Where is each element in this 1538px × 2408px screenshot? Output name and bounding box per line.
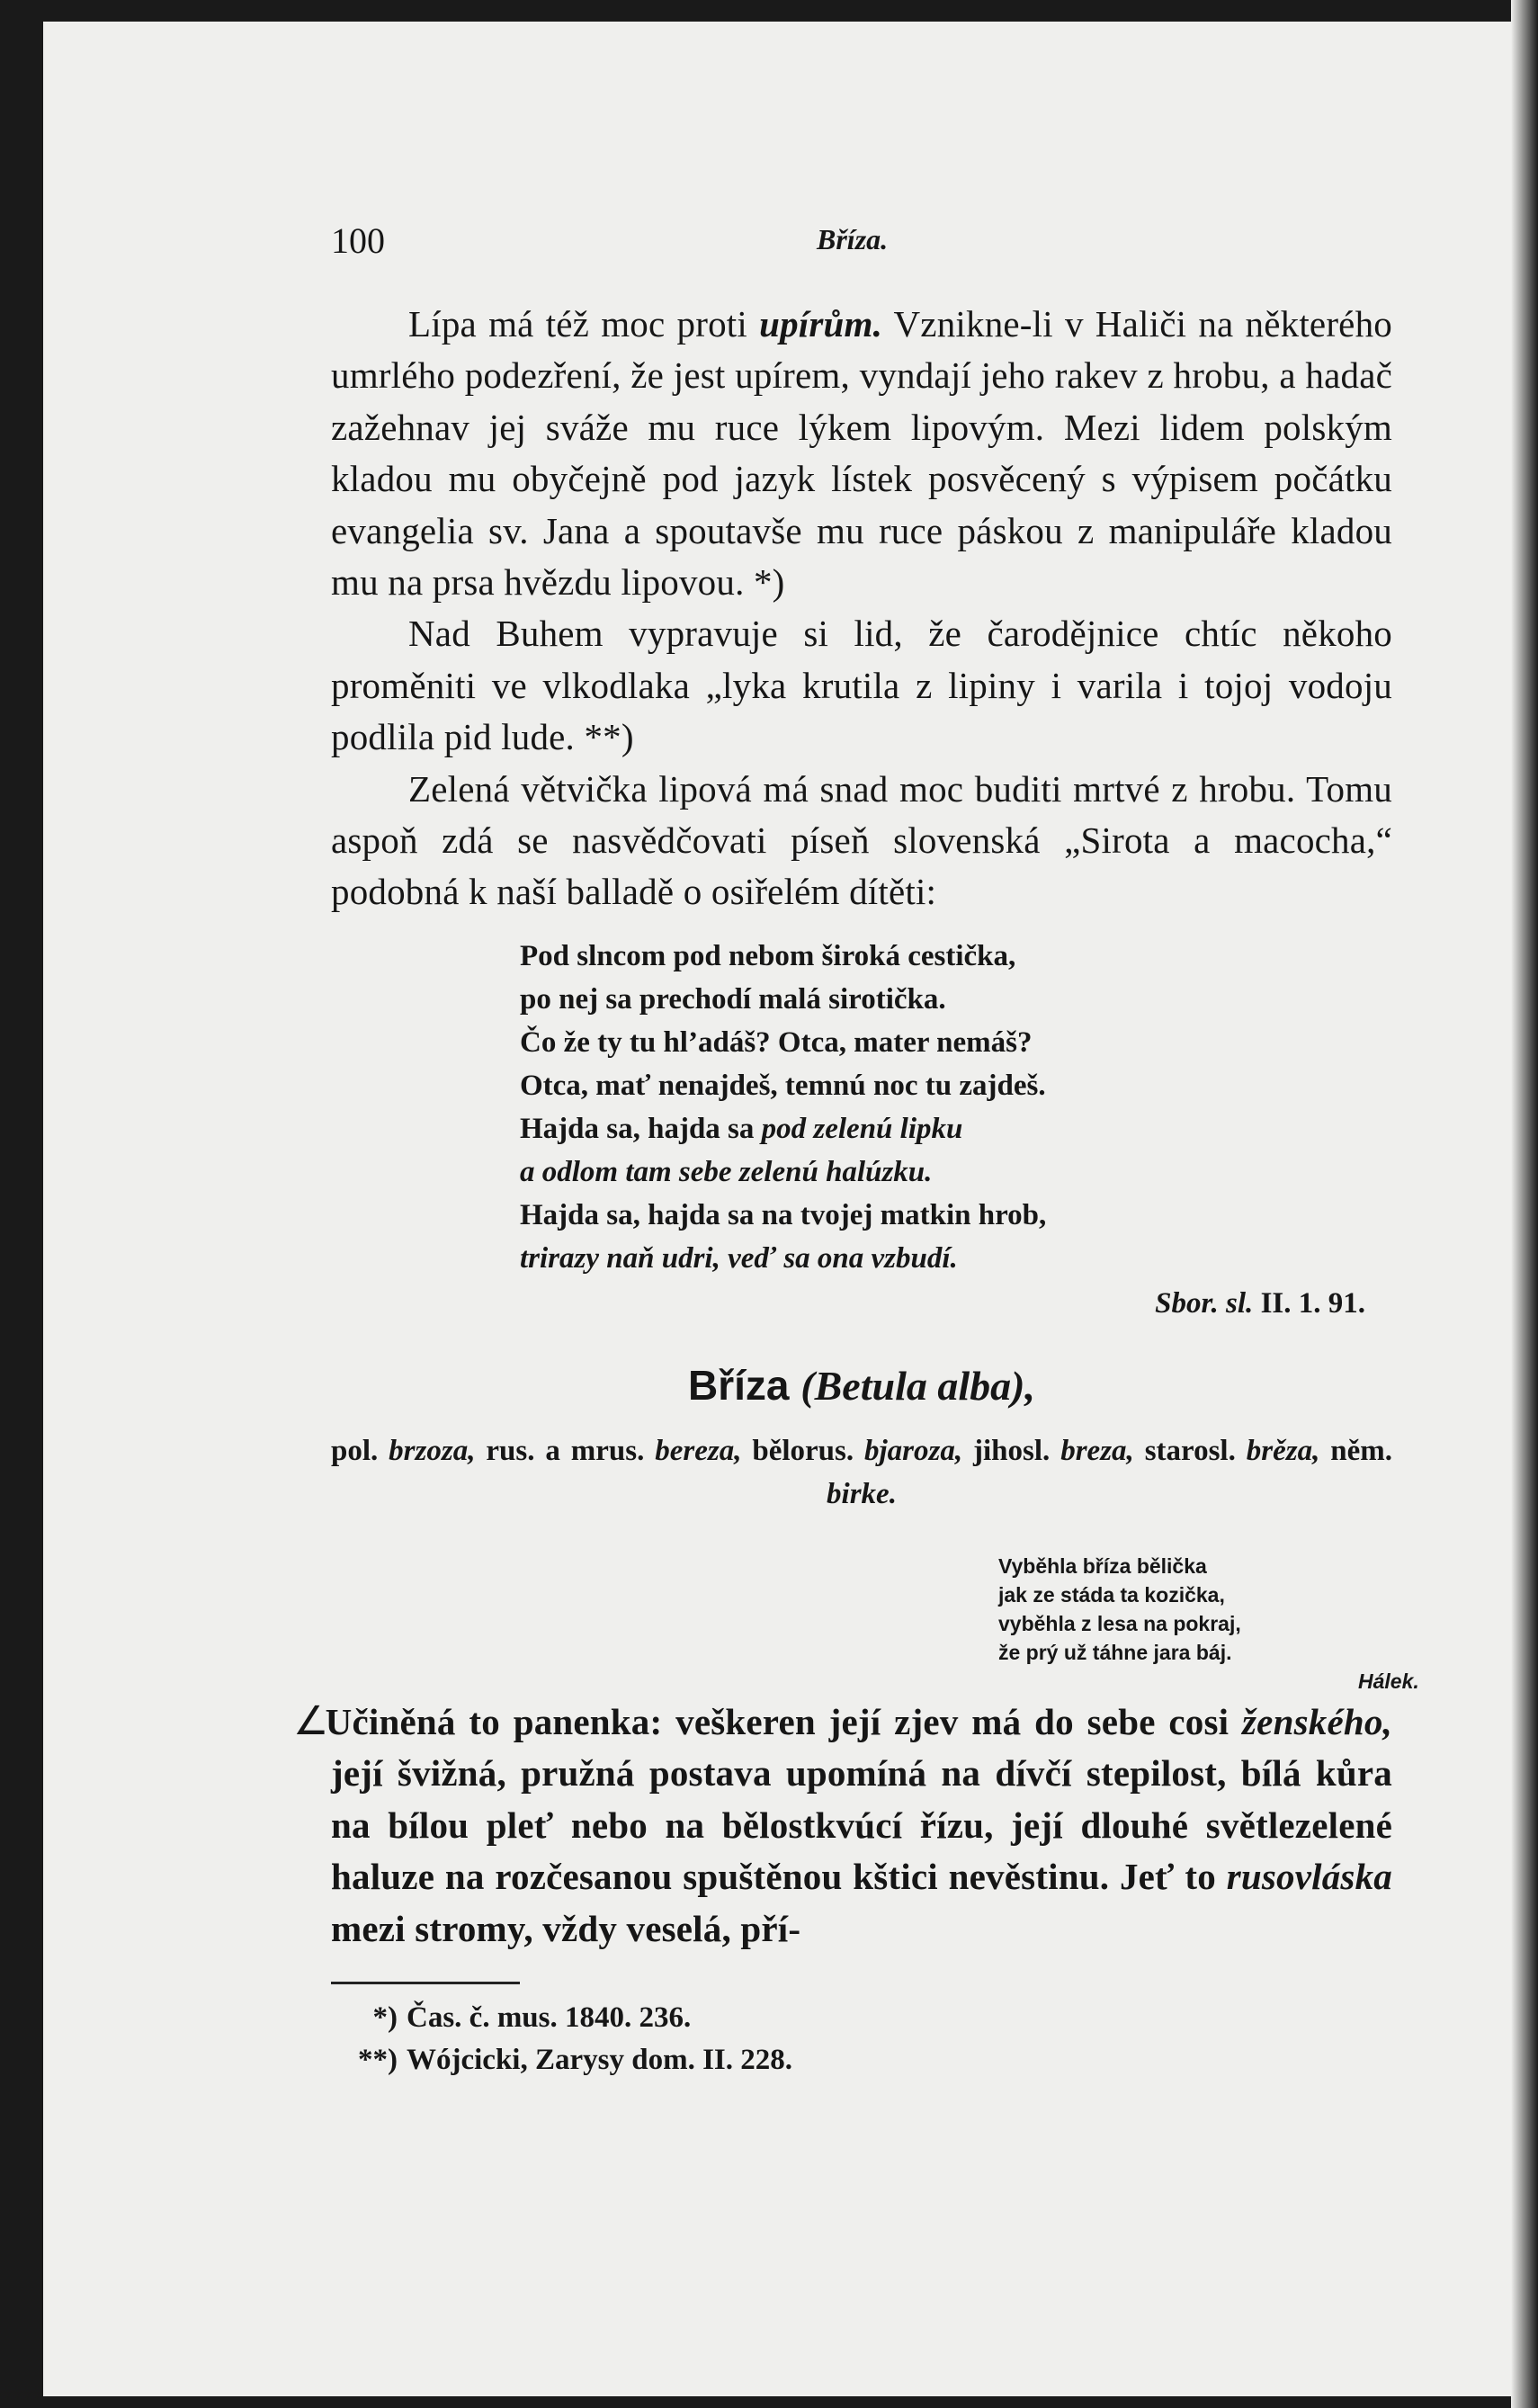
footnote-mark: **) — [358, 2043, 398, 2076]
verse-line: Hajda sa, hajda sa na tvojej matkin hrob, — [520, 1198, 1047, 1231]
paragraph-text: Lípa má též moc proti — [408, 303, 760, 345]
name-italic: birke. — [827, 1477, 897, 1510]
running-head — [331, 210, 1392, 264]
paragraph-text: její švižná, pružná postava upomíná na dívčí stepilost, bílá kůra na bílou pleť nebo na bělostkvúcí řízu, její dlouhé světlezelené haluze na rozčesanou spuštěnou kštici nevěstinu. Jeť to — [331, 1752, 1392, 1898]
footnote-mark: *) — [372, 2001, 398, 2034]
source-title: Sbor. sl. — [1155, 1286, 1254, 1320]
name-text: starosl. — [1133, 1434, 1247, 1467]
name-italic: brzoza, — [389, 1434, 476, 1467]
page-content — [293, 210, 1419, 2081]
section-title — [331, 1361, 1392, 1410]
verse-sirota-a-macocha — [520, 935, 1392, 1280]
name-italic: bereza, — [655, 1434, 742, 1467]
name-italic: breza, — [1060, 1434, 1134, 1467]
epigraph-line: Vyběhla bříza bělička — [998, 1553, 1207, 1578]
verse-source — [331, 1280, 1365, 1327]
name-text: rus. a mrus. — [475, 1434, 656, 1467]
paragraph-briza — [293, 1696, 1392, 1955]
paragraph-upiri — [331, 299, 1392, 608]
verse-line: Pod slncom pod nebom široká cestička, — [520, 939, 1016, 972]
footnote-2 — [331, 2039, 1392, 2081]
handwritten-mark-icon: ∠ — [293, 1697, 329, 1744]
emphasis-text: upírům. — [759, 303, 883, 345]
emphasis-text: rusovláska — [1226, 1856, 1392, 1898]
name-italic: bjaroza, — [864, 1434, 963, 1467]
name-italic: brěza, — [1246, 1434, 1320, 1467]
epigraph — [998, 1552, 1419, 1696]
source-ref: II. 1. 91. — [1253, 1286, 1365, 1320]
emphasis-text: ženského, — [1242, 1700, 1392, 1742]
epigraph-line: vyběhla z lesa na pokraj, — [998, 1611, 1241, 1635]
section-title-latin: (Betula alba), — [800, 1362, 1035, 1409]
epigraph-line: jak ze stáda ta kozička, — [998, 1582, 1225, 1607]
paragraph-vlkodlak: Nad Buhem vypravuje si lid, že čarodějnice chtíc někoho proměniti ve vlkodlaka „lyka krutila z lipiny i varila i tojoj vodoju podlila pid lude. **) — [331, 613, 1392, 758]
verse-line: a odlom tam sebe zelenú halúzku. — [520, 1155, 933, 1188]
verse-line — [520, 1107, 1392, 1150]
footnote-1 — [331, 1997, 1392, 2039]
paragraph-vetvicka: Zelená větvička lipová má snad moc buditi mrtvé z hrobu. Tomu aspoň zdá se nasvědčovati píseň slovenská „Sirota a macocha,“ podobná k naší balladě o osiřelém dítěti: — [331, 767, 1392, 913]
epigraph-source: Hálek. — [1358, 1669, 1419, 1693]
name-text: bělorus. — [741, 1434, 865, 1467]
book-page — [43, 22, 1511, 2396]
page-number: 100 — [331, 220, 385, 261]
footnote-text: Wójcicki, Zarysy dom. II. 228. — [407, 2043, 792, 2076]
name-text: něm. — [1319, 1434, 1392, 1467]
name-text: pol. — [331, 1434, 389, 1467]
section-title-czech: Bříza — [688, 1361, 801, 1409]
name-text: jihosl. — [962, 1434, 1061, 1467]
paragraph-text: Učiněná to panenka: veškeren její zjev má do sebe cosi — [325, 1700, 1243, 1742]
running-title: Bříza. — [817, 223, 889, 255]
epigraph-line: že prý už táhne jara báj. — [998, 1640, 1232, 1664]
verse-line: po nej sa prechodí malá sirotička. — [520, 982, 946, 1016]
footnote-divider — [331, 1982, 520, 1984]
verse-line: Čo že ty tu hl’adáš? Otca, mater nemáš? — [520, 1025, 1033, 1059]
verse-line: trirazy naň udri, veď sa ona vzbudí. — [520, 1241, 958, 1275]
verse-line: Otca, mať nenajdeš, temnú noc tu zajdeš. — [520, 1069, 1046, 1102]
vernacular-names — [331, 1429, 1392, 1516]
verse-text-italic: pod zelenú lipku — [761, 1112, 963, 1145]
paragraph-text: Vznikne-li v Haliči na některého umrlého podezření, že jest upírem, vyndají jeho rakev z hrobu, a hadač zažehnav jej sváže mu ruce lýkem lipovým. Mezi lidem polským kladou mu obyčejně pod jazyk lístek posvěcený s výpisem počátku evangelia sv. Jana a spoutavše mu ruce páskou z manipuláře kladou mu na prsa hvězdu lipovou. *) — [331, 303, 1392, 604]
paragraph-text: mezi stromy, vždy veselá, pří- — [331, 1907, 801, 1949]
scan-edge — [1511, 0, 1538, 2408]
footnote-text: Čas. č. mus. 1840. 236. — [407, 2001, 692, 2034]
verse-text: Hajda sa, hajda sa — [520, 1112, 762, 1145]
